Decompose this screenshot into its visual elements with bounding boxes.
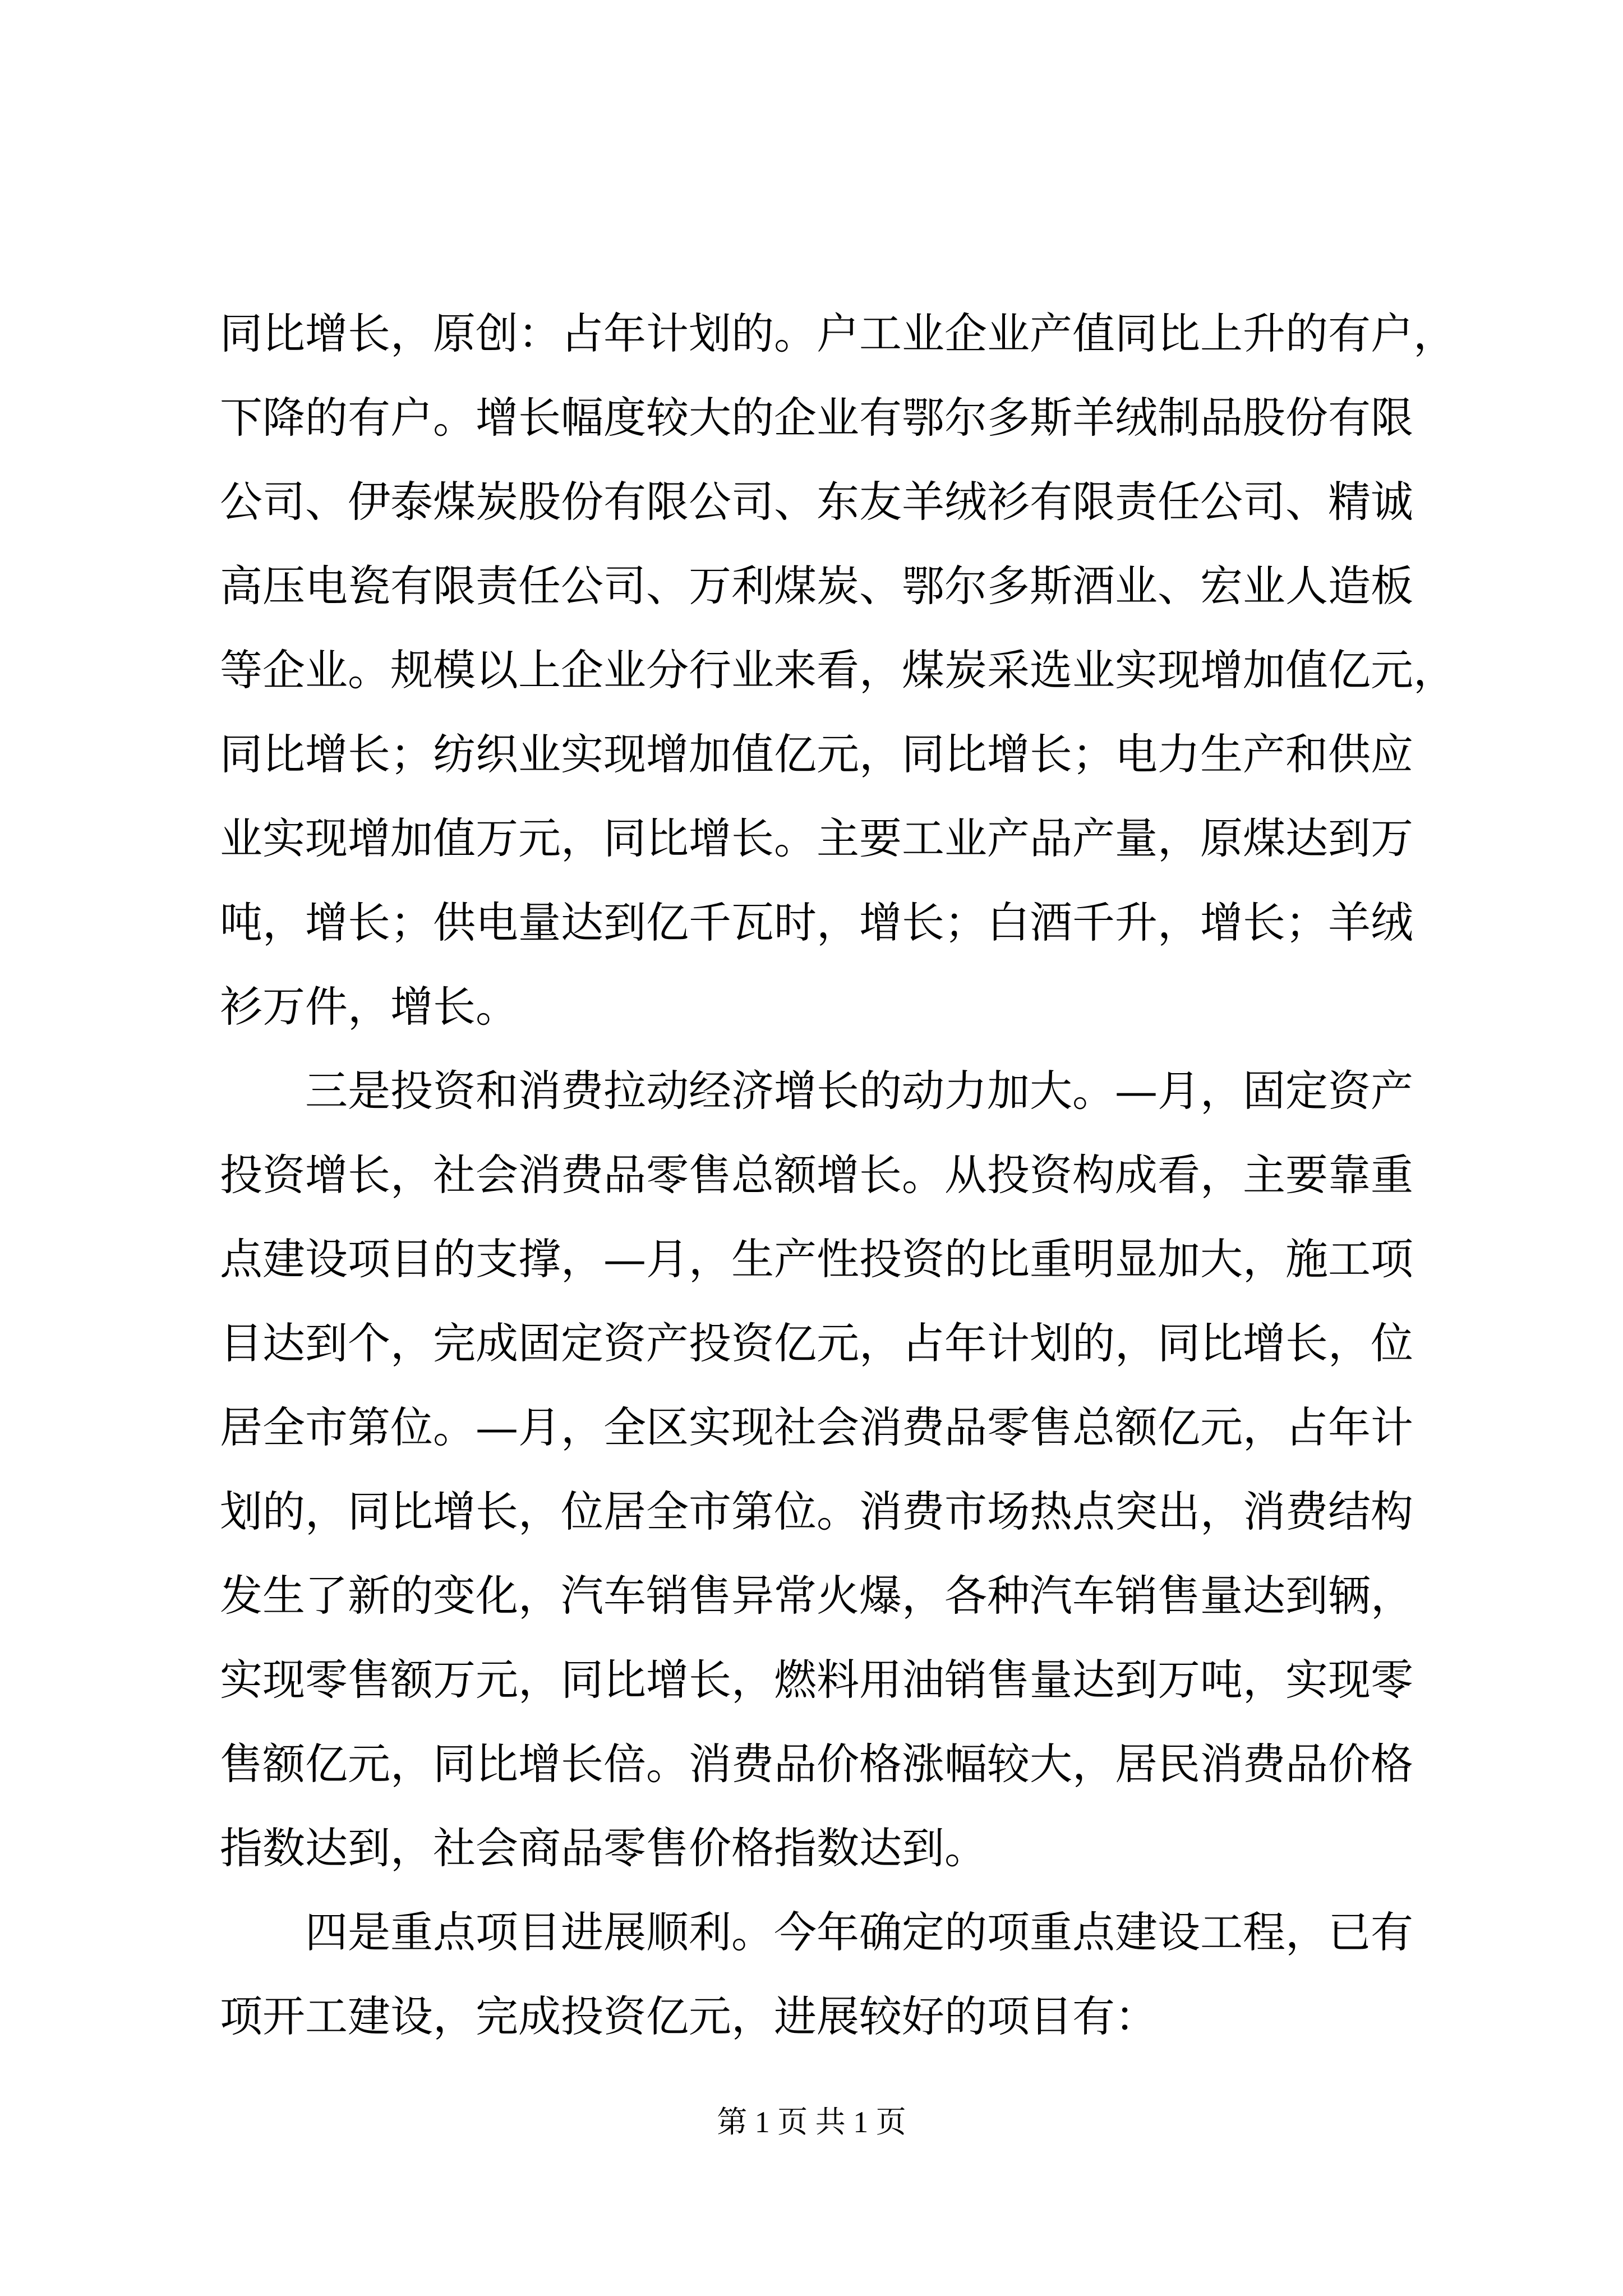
text-line: 等企业。规模以上企业分行业来看，煤炭采选业实现增加值亿元， — [220, 645, 1456, 695]
paragraph-3 — [220, 1890, 1413, 2059]
text-line: 同比增长，原创：占年计划的。户工业企业产值同比上升的有户， — [220, 309, 1456, 358]
text-line: 目达到个，完成固定资产投资亿元，占年计划的，同比增长，位 — [220, 1318, 1413, 1368]
text-line: 点建设项目的支撑，—月，生产性投资的比重明显加大，施工项 — [220, 1234, 1413, 1284]
paragraph-1 — [220, 292, 1456, 1049]
text-line: 公司、伊泰煤炭股份有限公司、东友羊绒衫有限责任公司、精诚 — [220, 477, 1413, 527]
text-line: 同比增长；纺织业实现增加值亿元，同比增长；电力生产和供应 — [220, 729, 1413, 779]
text-line: 投资增长，社会消费品零售总额增长。从投资构成看，主要靠重 — [220, 1150, 1413, 1200]
text-line: 四是重点项目进展顺利。今年确定的项重点建设工程，已有 — [305, 1907, 1413, 1957]
text-line: 售额亿元，同比增长倍。消费品价格涨幅较大，居民消费品价格 — [220, 1739, 1413, 1789]
text-line: 下降的有户。增长幅度较大的企业有鄂尔多斯羊绒制品股份有限 — [220, 393, 1413, 443]
text-line: 业实现增加值万元，同比增长。主要工业产品产量，原煤达到万 — [220, 813, 1413, 863]
paragraph-2 — [220, 1049, 1413, 1890]
text-line: 项开工建设，完成投资亿元，进展较好的项目有： — [220, 1991, 1158, 2041]
text-line: 衫万件，增长。 — [220, 982, 518, 1032]
page-footer: 第 1 页 共 1 页 — [717, 2105, 906, 2139]
document-body — [220, 292, 1456, 2059]
text-line: 划的，同比增长，位居全市第位。消费市场热点突出，消费结构 — [220, 1487, 1413, 1536]
text-line: 三是投资和消费拉动经济增长的动力加大。—月，固定资产 — [305, 1066, 1413, 1116]
text-line: 指数达到，社会商品零售价格指数达到。 — [220, 1823, 987, 1873]
text-line: 发生了新的变化，汽车销售异常火爆，各种汽车销售量达到辆， — [220, 1571, 1413, 1621]
text-line: 吨，增长；供电量达到亿千瓦时，增长；白酒千升，增长；羊绒 — [220, 898, 1413, 947]
text-line: 高压电瓷有限责任公司、万利煤炭、鄂尔多斯酒业、宏业人造板 — [220, 561, 1413, 611]
text-line: 实现零售额万元，同比增长，燃料用油销售量达到万吨，实现零 — [220, 1655, 1413, 1705]
text-line: 居全市第位。—月，全区实现社会消费品零售总额亿元，占年计 — [220, 1402, 1413, 1452]
